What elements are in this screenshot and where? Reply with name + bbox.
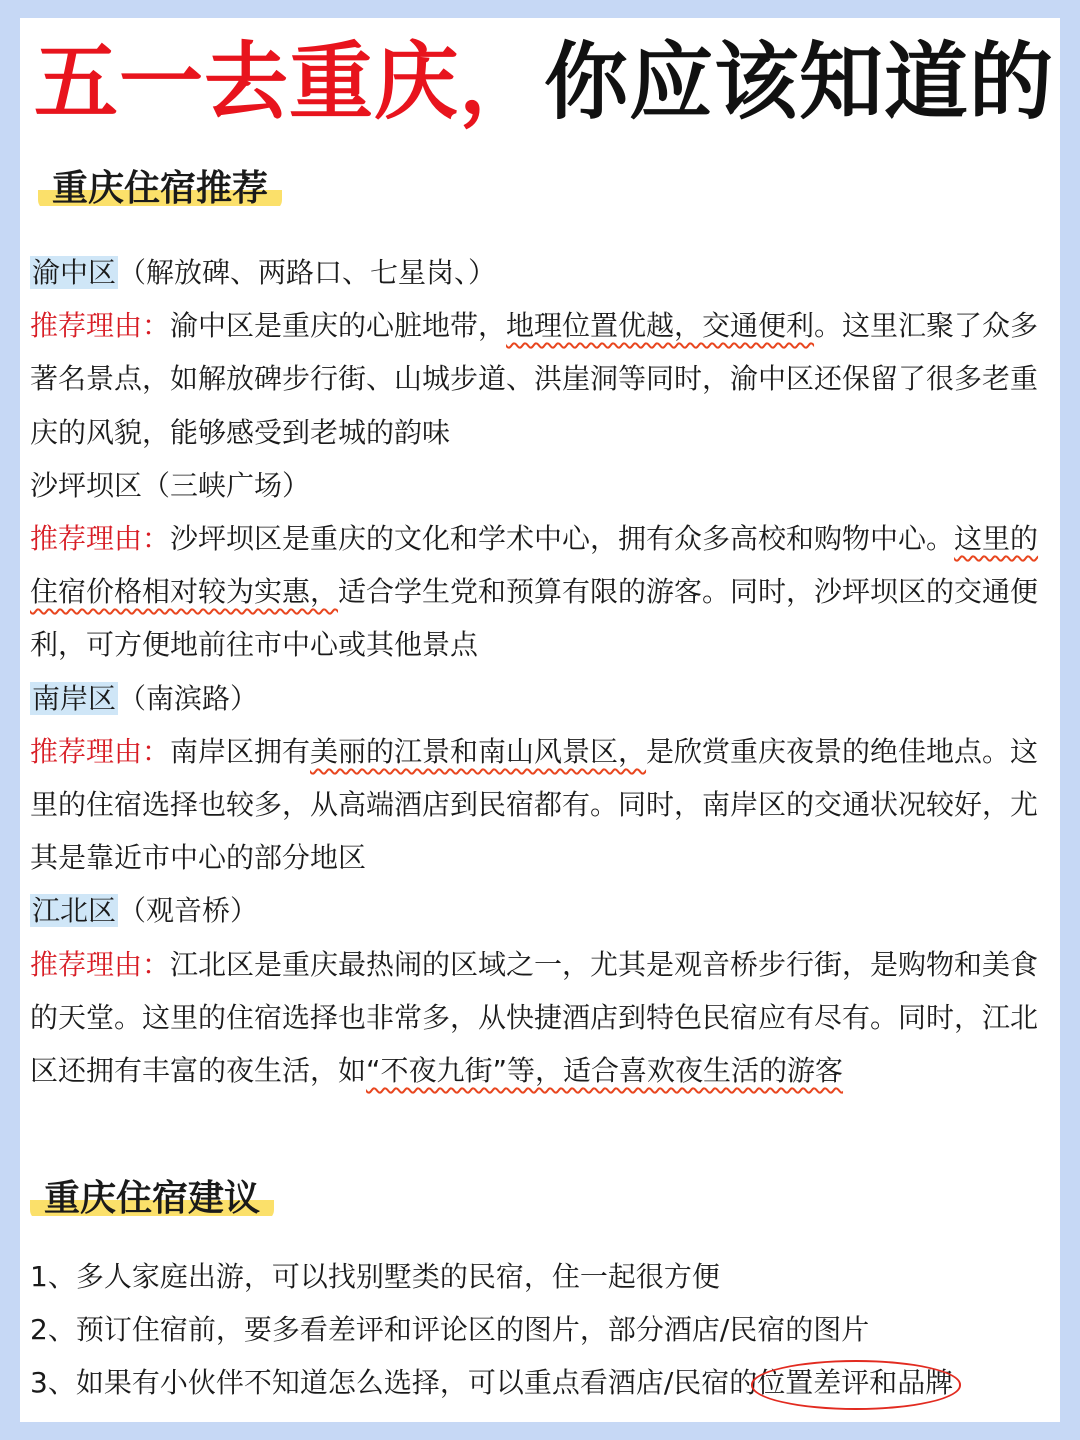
advice-text: 3、如果有小伙伴不知道怎么选择，可以重点看酒店/民宿的	[30, 1366, 758, 1400]
area-places: （观音桥）	[118, 894, 259, 928]
area-name: 沙坪坝区	[30, 468, 143, 502]
reason-label: 推荐理由：	[30, 309, 171, 343]
area-title-nanan	[30, 672, 1040, 725]
area-places: （解放碑、两路口、七星岗、）	[118, 256, 497, 289]
advice-text: 2、预订住宿前，要多看差评和评论区的图片，部分酒店/民宿的图片	[30, 1313, 870, 1347]
area-reason-jiangbei	[30, 938, 1040, 1098]
advice-text: 1、多人家庭出游，可以找别墅类的民宿，住一起很方便	[30, 1260, 720, 1293]
reason-highlight: “不夜九街”等，适合喜欢夜生活的游客	[366, 1054, 844, 1088]
section-heading-recommend: 重庆住宿推荐	[38, 168, 282, 210]
area-reason-yuzhong	[30, 299, 1040, 459]
area-name: 渝中区	[32, 256, 117, 289]
area-title-yuzhong	[30, 246, 1040, 299]
advice-list	[30, 1250, 1040, 1410]
reason-highlight: 地理位置优越，交通便利	[506, 309, 815, 343]
reason-highlight: 美丽的江景和南山风景区，	[310, 734, 647, 768]
circled-highlight: 位置差评和品牌	[757, 1356, 953, 1409]
area-places: （三峡广场）	[142, 468, 311, 502]
reason-text: 南岸区拥有	[170, 734, 311, 768]
area-name: 南岸区	[32, 681, 117, 715]
reason-text-rest: 。这里汇聚了众多著名景点，如解放碑步行街、山城步道、洪崖洞等同时，渝中区还保留了很多老重庆的风貌，能够感受到老城的韵味	[30, 309, 1039, 449]
content-card	[20, 18, 1060, 1422]
reason-highlight: 这里的住宿价格相对较为实惠，	[30, 522, 1039, 609]
section-heading-advice: 重庆住宿建议	[30, 1178, 274, 1220]
reason-text-rest: 适合学生党和预算有限的游客。同时，沙坪坝区的交通便利，可方便地前往市中心或其他景点	[30, 575, 1039, 662]
reason-text: 沙坪坝区是重庆的文化和学术中心，拥有众多高校和购物中心。	[170, 522, 955, 556]
reason-label: 推荐理由：	[30, 734, 171, 768]
reason-text: 江北区是重庆最热闹的区域之一，尤其是观音桥步行街，是购物和美食的天堂。这里的住宿选择也非常多，从快捷酒店到特色民宿应有尽有。同时，江北区还拥有丰富的夜生活，如	[30, 947, 1039, 1088]
advice-item	[30, 1303, 1040, 1356]
reason-text-rest: 是欣赏重庆夜景的绝佳地点。这里的住宿选择也较多，从高端酒店到民宿都有。同时，南岸区的交通状况较好，尤其是靠近市中心的部分地区	[30, 734, 1039, 875]
area-title-jiangbei	[30, 884, 1040, 937]
area-title-shapingba	[30, 459, 1040, 512]
advice-item	[30, 1356, 1040, 1409]
area-places: （南滨路）	[118, 681, 259, 715]
recommend-section-body	[30, 246, 1040, 1097]
page-title	[34, 33, 1055, 131]
area-reason-shapingba	[30, 512, 1040, 672]
reason-label: 推荐理由：	[30, 947, 171, 981]
reason-label: 推荐理由：	[30, 522, 171, 556]
title-part-red: 五一去重庆，	[34, 33, 545, 131]
area-reason-nanan	[30, 725, 1040, 885]
area-name: 江北区	[32, 894, 117, 928]
reason-text: 渝中区是重庆的心脏地带，	[170, 309, 507, 343]
title-part-black: 你应该知道的	[544, 33, 1055, 131]
advice-item	[30, 1250, 1040, 1303]
